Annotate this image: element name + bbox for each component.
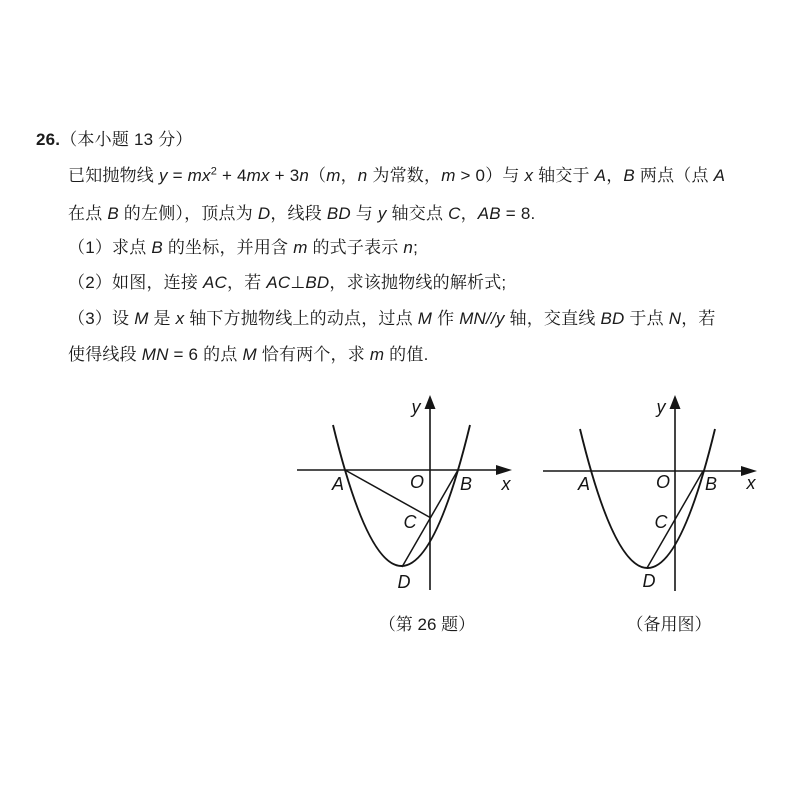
label-point-a: A: [331, 474, 345, 494]
label-x-axis: x: [746, 473, 756, 493]
y-axis-arrow-icon: [425, 395, 436, 409]
figure-spare: [538, 393, 768, 598]
label-point-b: B: [459, 474, 473, 494]
label-origin: O: [655, 472, 671, 492]
label-x-axis: x: [501, 474, 511, 494]
parabola-curve: [333, 425, 473, 566]
parabola-curve: [580, 429, 718, 568]
label-point-d: D: [642, 571, 656, 591]
label-point-b: B: [704, 474, 718, 494]
problem-line-part2: （2）如图，连接 AC，若 AC⊥BD，求该抛物线的解析式;: [68, 273, 507, 292]
problem-line-part1: （1）求点 B 的坐标，并用含 m 的式子表示 n;: [68, 238, 419, 257]
problem-line-given-2: 在点 B 的左侧），顶点为 D，线段 BD 与 y 轴交点 C，AB = 8.: [68, 204, 536, 223]
problem-line-part3-2: 使得线段 MN = 6 的点 M 恰有两个，求 m 的值.: [68, 345, 429, 364]
problem-line-part3-1: （3）设 M 是 x 轴下方抛物线上的动点，过点 M 作 MN//y 轴，交直线 BD 于点 N，若: [68, 309, 716, 328]
figure-main-caption: （第 26 题）: [378, 615, 476, 634]
label-point-a: A: [577, 474, 591, 494]
label-point-c: C: [654, 512, 668, 532]
problem-number-line: 26.（本小题 13 分）: [36, 130, 193, 149]
label-point-d: D: [397, 572, 411, 592]
figure-spare-caption: （备用图）: [626, 615, 712, 634]
label-origin: O: [409, 472, 425, 492]
label-y-axis: y: [411, 397, 421, 417]
label-point-c: C: [403, 512, 417, 532]
y-axis-arrow-icon: [670, 395, 681, 409]
problem-line-given-1: 已知抛物线 $y = mx^2 + 4mx + 3n(m$，n 为常数，m > 0）与 x 轴交于 A，B 两点（点 A: [68, 165, 726, 185]
label-y-axis: y: [656, 397, 666, 417]
figure-main: [290, 393, 520, 598]
